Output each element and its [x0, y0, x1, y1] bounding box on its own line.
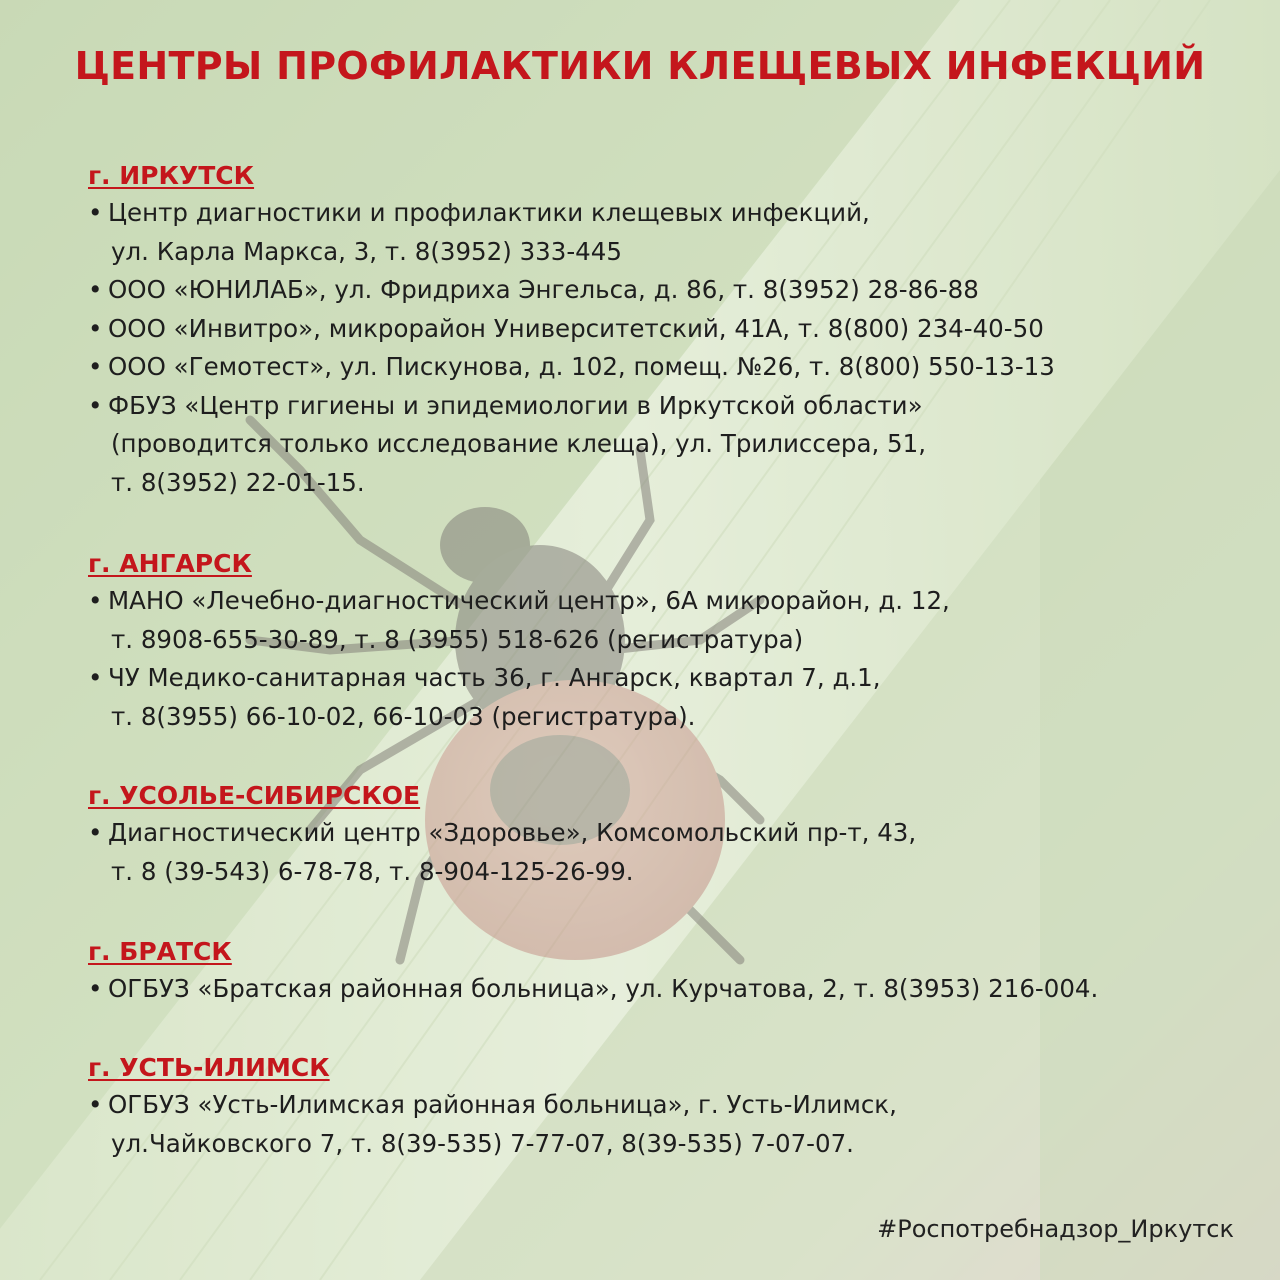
entry-line: ОГБУЗ «Усть-Илимская районная больница», г. Усть-Илимск, — [108, 1090, 897, 1119]
entry-line: т. 8908-655-30-89, т. 8 (3955) 518-626 (регистратура) — [111, 624, 804, 654]
list-item — [88, 659, 1258, 736]
entry-line: т. 8 (39-543) 6-78-78, т. 8-904-125-26-99. — [111, 856, 634, 886]
section-irkutsk — [88, 160, 1258, 502]
hashtag-label: #Роспотребнадзор_Иркутск — [877, 1215, 1234, 1243]
list-item — [88, 1086, 1258, 1163]
bullet: • — [88, 1090, 103, 1119]
entry-line: ООО «ЮНИЛАБ», ул. Фридриха Энгельса, д. 86, т. 8(3952) 28-86-88 — [108, 275, 979, 304]
bullet: • — [88, 818, 103, 847]
bullet: • — [88, 198, 103, 227]
list-item — [88, 387, 1258, 503]
list-item — [88, 348, 1258, 387]
entry-line: Центр диагностики и профилактики клещевых инфекций, — [108, 198, 870, 227]
entry-line: т. 8(3955) 66-10-02, 66-10-03 (регистратура). — [111, 701, 696, 731]
bullet: • — [88, 313, 103, 343]
city-heading: г. ИРКУТСК — [88, 161, 255, 190]
bullet: • — [88, 352, 103, 381]
page-title: ЦЕНТРЫ ПРОФИЛАКТИКИ КЛЕЩЕВЫХ ИНФЕКЦИЙ — [74, 44, 1206, 88]
list-item — [88, 194, 1258, 271]
entry-line: ООО «Инвитро», микрорайон Университетский, 41А, т. 8(800) 234-40-50 — [108, 313, 1044, 343]
list-item — [88, 310, 1258, 349]
bullet: • — [88, 390, 103, 420]
entry-line: т. 8(3952) 22-01-15. — [111, 467, 365, 497]
entry-line: ЧУ Медико-санитарная часть 36, г. Ангарск, квартал 7, д.1, — [108, 663, 881, 692]
section-ust-ilimsk — [88, 1052, 1258, 1163]
city-heading: г. АНГАРСК — [88, 549, 252, 578]
entry-line: ОГБУЗ «Братская районная больница», ул. Курчатова, 2, т. 8(3953) 216-004. — [108, 974, 1099, 1003]
bullet: • — [88, 974, 103, 1003]
city-heading: г. УСОЛЬЕ-СИБИРСКОЕ — [88, 781, 421, 810]
list-item — [88, 582, 1258, 659]
bullet: • — [88, 663, 103, 692]
entry-line: ООО «Гемотест», ул. Пискунова, д. 102, помещ. №26, т. 8(800) 550-13-13 — [108, 352, 1055, 381]
entry-line: ул.Чайковского 7, т. 8(39-535) 7-77-07, 8(39-535) 7-07-07. — [111, 1128, 854, 1158]
entry-line: Диагностический центр «Здоровье», Комсомольский пр-т, 43, — [108, 818, 917, 847]
city-heading: г. УСТЬ-ИЛИМСК — [88, 1053, 330, 1082]
entry-line: (проводится только исследование клеща), ул. Трилиссера, 51, — [111, 429, 927, 458]
city-heading: г. БРАТСК — [88, 937, 232, 966]
entry-line: МАНО «Лечебно-диагностический центр», 6А микрорайон, д. 12, — [108, 586, 950, 615]
section-usolye-sibirskoye — [88, 780, 1258, 891]
list-item — [88, 970, 1258, 1009]
entry-line: ФБУЗ «Центр гигиены и эпидемиологии в Иркутской области» — [108, 390, 923, 420]
bullet: • — [88, 275, 103, 304]
section-angarsk — [88, 548, 1258, 736]
entry-line: ул. Карла Маркса, 3, т. 8(3952) 333-445 — [111, 236, 622, 266]
list-item — [88, 814, 1258, 891]
section-bratsk — [88, 936, 1258, 1009]
list-item — [88, 271, 1258, 310]
bullet: • — [88, 586, 103, 615]
